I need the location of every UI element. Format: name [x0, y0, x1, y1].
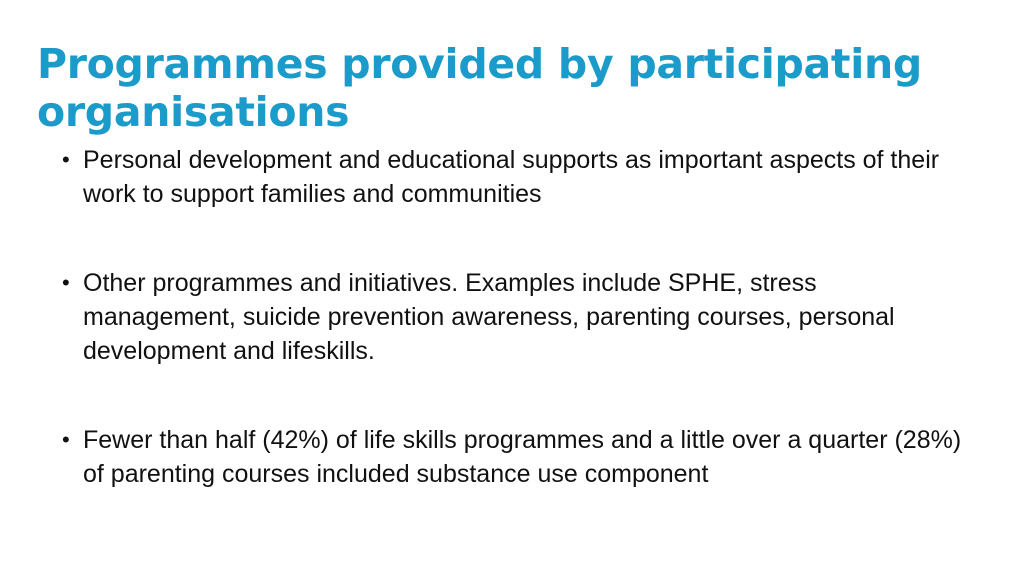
- bullet-text: Fewer than half (42%) of life skills programmes and a little over a quarter (28%) of parenting courses included substance use component: [83, 426, 962, 488]
- bullet-item: [62, 423, 962, 491]
- bullet-marker: •: [62, 147, 70, 172]
- bullet-text: Other programmes and initiatives. Examples include SPHE, stress management, suicide prevention awareness, parenting courses, personal development and lifeskills.: [83, 269, 895, 365]
- bullet-text: Personal development and educational supports as important aspects of their work to support families and communities: [83, 146, 940, 208]
- slide-title: Programmes provided by participating organisations: [37, 40, 922, 136]
- bullet-list: [62, 143, 962, 491]
- bullet-marker: •: [62, 270, 70, 295]
- bullet-item: [62, 143, 962, 211]
- bullet-item: [62, 266, 962, 368]
- bullet-marker: •: [62, 427, 70, 452]
